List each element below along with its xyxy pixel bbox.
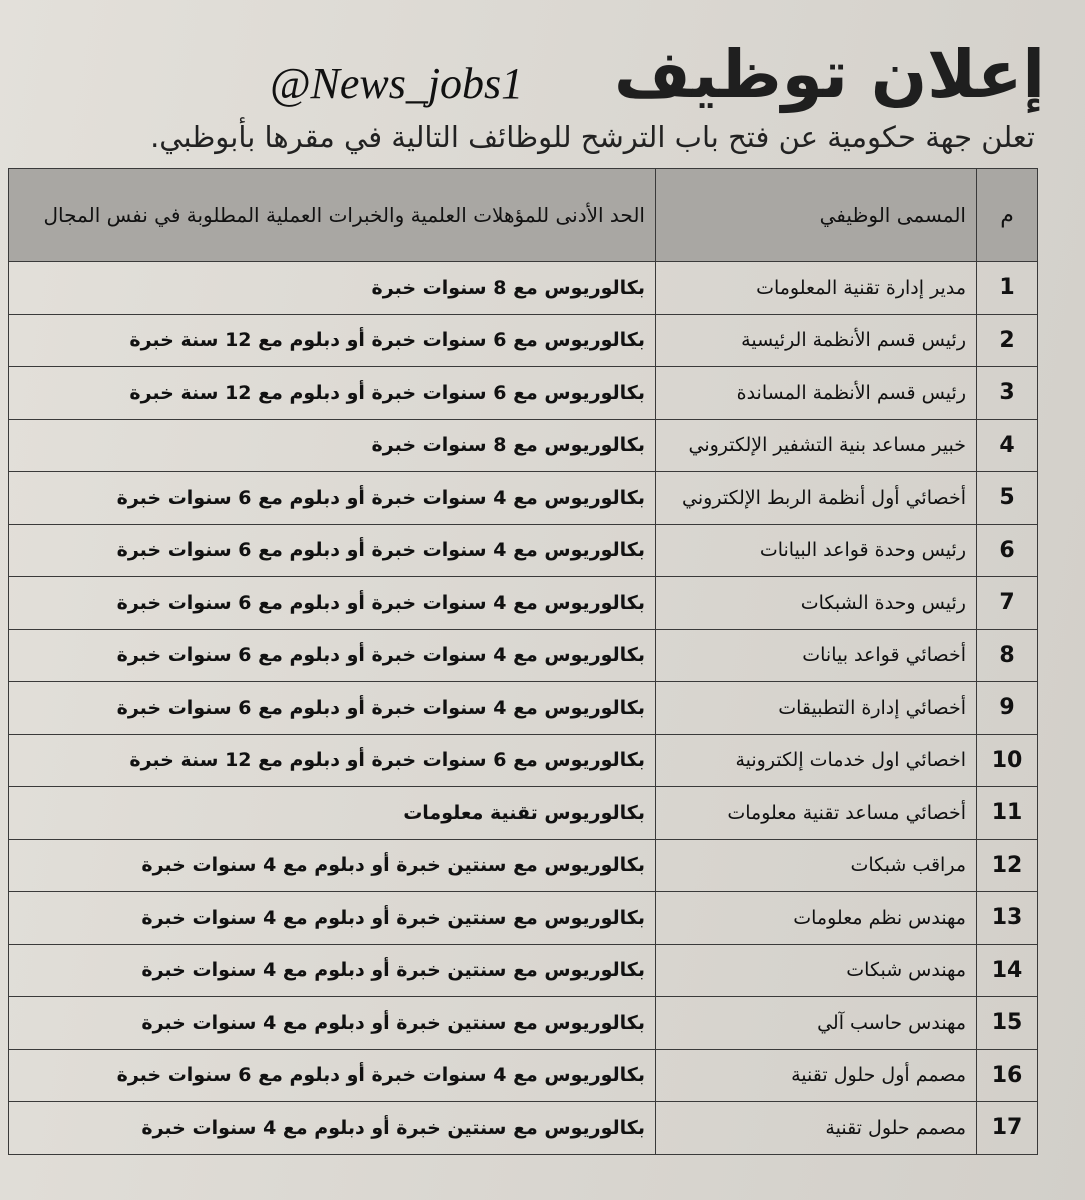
job-title: أخصائي إدارة التطبيقات — [656, 682, 977, 735]
row-number: 11 — [977, 787, 1038, 840]
job-title: أخصائي أول أنظمة الربط الإلكتروني — [656, 472, 977, 525]
jobs-table — [8, 168, 1038, 1155]
table-row — [9, 839, 1038, 892]
job-qualification: بكالوريوس مع 6 سنوات خبرة أو دبلوم مع 12 سنة خبرة — [9, 314, 656, 367]
job-qualification: بكالوريوس مع 4 سنوات خبرة أو دبلوم مع 6 سنوات خبرة — [9, 629, 656, 682]
job-title: مصمم حلول تقنية — [656, 1102, 977, 1155]
row-number: 4 — [977, 419, 1038, 472]
table-body — [9, 262, 1038, 1155]
job-qualification: بكالوريوس مع سنتين خبرة أو دبلوم مع 4 سنوات خبرة — [9, 892, 656, 945]
table-row — [9, 944, 1038, 997]
table-row — [9, 1049, 1038, 1102]
job-title: مهندس شبكات — [656, 944, 977, 997]
job-qualification: بكالوريوس تقنية معلومات — [9, 787, 656, 840]
job-qualification: بكالوريوس مع 4 سنوات خبرة أو دبلوم مع 6 سنوات خبرة — [9, 472, 656, 525]
job-title: رئيس قسم الأنظمة المساندة — [656, 367, 977, 420]
row-number: 17 — [977, 1102, 1038, 1155]
table-header-row — [9, 169, 1038, 262]
header-title: المسمى الوظيفي — [656, 169, 977, 262]
job-title: مهندس حاسب آلي — [656, 997, 977, 1050]
row-number: 16 — [977, 1049, 1038, 1102]
job-title: رئيس وحدة قواعد البيانات — [656, 524, 977, 577]
table-row — [9, 577, 1038, 630]
table-row — [9, 367, 1038, 420]
table-row — [9, 629, 1038, 682]
job-qualification: بكالوريوس مع 4 سنوات خبرة أو دبلوم مع 6 سنوات خبرة — [9, 682, 656, 735]
job-title: أخصائي قواعد بيانات — [656, 629, 977, 682]
job-qualification: بكالوريوس مع سنتين خبرة أو دبلوم مع 4 سنوات خبرة — [9, 1102, 656, 1155]
job-title: خبير مساعد بنية التشفير الإلكتروني — [656, 419, 977, 472]
job-qualification: بكالوريوس مع سنتين خبرة أو دبلوم مع 4 سنوات خبرة — [9, 839, 656, 892]
table-row — [9, 787, 1038, 840]
job-title: اخصائي اول خدمات إلكترونية — [656, 734, 977, 787]
job-title: رئيس وحدة الشبكات — [656, 577, 977, 630]
table-row — [9, 419, 1038, 472]
table-row — [9, 1102, 1038, 1155]
table-row — [9, 682, 1038, 735]
row-number: 12 — [977, 839, 1038, 892]
table-row — [9, 314, 1038, 367]
header-qualification: الحد الأدنى للمؤهلات العلمية والخبرات العملية المطلوبة في نفس المجال — [9, 169, 656, 262]
job-title: مدير إدارة تقنية المعلومات — [656, 262, 977, 315]
job-qualification: بكالوريوس مع 8 سنوات خبرة — [9, 419, 656, 472]
job-qualification: بكالوريوس مع 4 سنوات خبرة أو دبلوم مع 6 سنوات خبرة — [9, 1049, 656, 1102]
job-qualification: بكالوريوس مع 6 سنوات خبرة أو دبلوم مع 12 سنة خبرة — [9, 367, 656, 420]
job-qualification: بكالوريوس مع 4 سنوات خبرة أو دبلوم مع 6 سنوات خبرة — [9, 524, 656, 577]
job-title: أخصائي مساعد تقنية معلومات — [656, 787, 977, 840]
job-qualification: بكالوريوس مع 8 سنوات خبرة — [9, 262, 656, 315]
job-title: مهندس نظم معلومات — [656, 892, 977, 945]
headline: إعلان توظيف — [614, 36, 1045, 113]
intro-text: تعلن جهة حكومية عن فتح باب الترشح للوظائف التالية في مقرها بأبوظبي. — [150, 120, 1035, 154]
job-qualification: بكالوريوس مع سنتين خبرة أو دبلوم مع 4 سنوات خبرة — [9, 944, 656, 997]
row-number: 1 — [977, 262, 1038, 315]
row-number: 2 — [977, 314, 1038, 367]
row-number: 7 — [977, 577, 1038, 630]
job-title: مراقب شبكات — [656, 839, 977, 892]
table-row — [9, 262, 1038, 315]
job-qualification: بكالوريوس مع سنتين خبرة أو دبلوم مع 4 سنوات خبرة — [9, 997, 656, 1050]
header-num: م — [977, 169, 1038, 262]
table-row — [9, 734, 1038, 787]
row-number: 13 — [977, 892, 1038, 945]
row-number: 3 — [977, 367, 1038, 420]
table-row — [9, 997, 1038, 1050]
job-title: رئيس قسم الأنظمة الرئيسية — [656, 314, 977, 367]
table-row — [9, 472, 1038, 525]
table-row — [9, 524, 1038, 577]
job-title: مصمم أول حلول تقنية — [656, 1049, 977, 1102]
job-qualification: بكالوريوس مع 4 سنوات خبرة أو دبلوم مع 6 سنوات خبرة — [9, 577, 656, 630]
watermark-handle: @News_jobs1 — [270, 59, 524, 108]
row-number: 8 — [977, 629, 1038, 682]
row-number: 15 — [977, 997, 1038, 1050]
row-number: 6 — [977, 524, 1038, 577]
row-number: 9 — [977, 682, 1038, 735]
table-row — [9, 892, 1038, 945]
row-number: 14 — [977, 944, 1038, 997]
row-number: 10 — [977, 734, 1038, 787]
row-number: 5 — [977, 472, 1038, 525]
job-qualification: بكالوريوس مع 6 سنوات خبرة أو دبلوم مع 12 سنة خبرة — [9, 734, 656, 787]
